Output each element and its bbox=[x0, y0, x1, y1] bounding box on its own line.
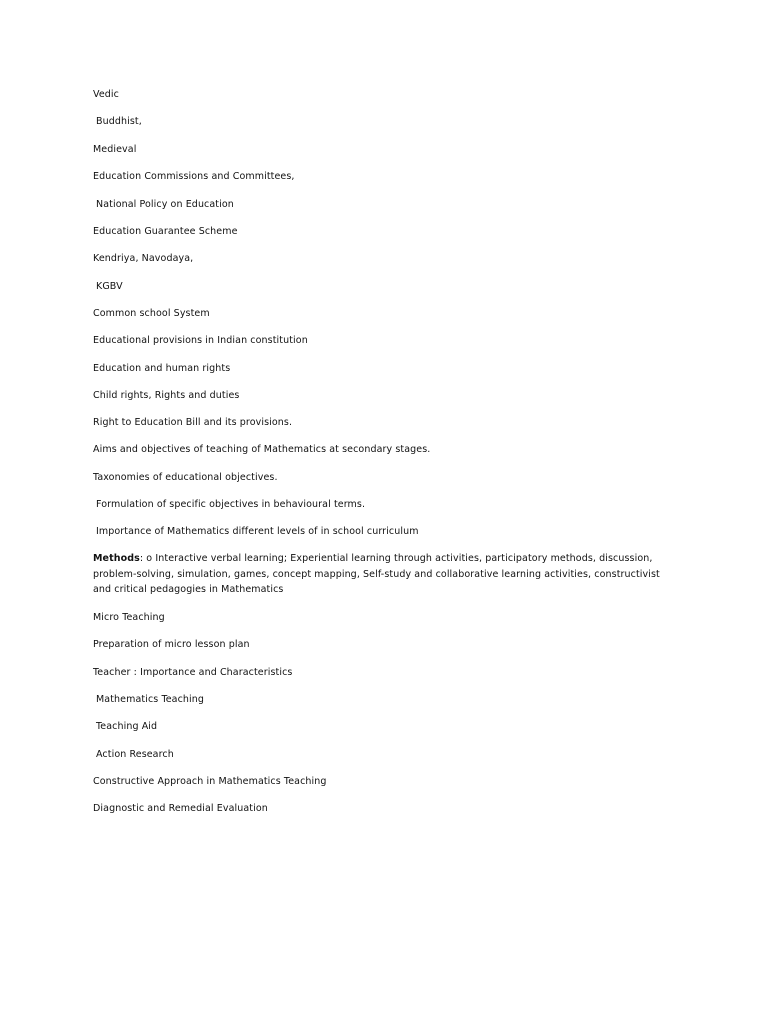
list-item: Teaching Aid bbox=[96, 721, 158, 732]
list-item: National Policy on Education bbox=[96, 199, 234, 210]
list-item: Aims and objectives of teaching of Mathematics at secondary stages. bbox=[93, 444, 431, 455]
list-item: Micro Teaching bbox=[93, 612, 165, 623]
list-item: Preparation of micro lesson plan bbox=[93, 639, 250, 650]
list-item: Education Commissions and Committees, bbox=[93, 171, 295, 182]
list-item: KGBV bbox=[96, 281, 123, 292]
list-item: Common school System bbox=[93, 308, 210, 319]
list-item: Education and human rights bbox=[93, 363, 231, 374]
methods-text: : o Interactive verbal learning; Experiential learning through activities, participatory methods, discussion, problem-solving, simulation, games, concept mapping, Self-study and collaborative learning activities, constructivist and critical pedagogies in Mathematics bbox=[93, 553, 660, 595]
list-item: Constructive Approach in Mathematics Teaching bbox=[93, 776, 327, 787]
list-item: Importance of Mathematics different levels of in school curriculum bbox=[96, 526, 419, 537]
list-item: Educational provisions in Indian constitution bbox=[93, 335, 308, 346]
list-item: Formulation of specific objectives in behavioural terms. bbox=[96, 499, 366, 510]
list-item: Taxonomies of educational objectives. bbox=[93, 472, 278, 483]
list-item: Kendriya, Navodaya, bbox=[93, 253, 194, 264]
list-item: Child rights, Rights and duties bbox=[93, 390, 240, 401]
list-item: Right to Education Bill and its provisions. bbox=[93, 417, 293, 428]
list-item: Action Research bbox=[96, 749, 174, 760]
list-item: Teacher : Importance and Characteristics bbox=[93, 667, 293, 678]
list-item: Diagnostic and Remedial Evaluation bbox=[93, 803, 268, 814]
list-item: Education Guarantee Scheme bbox=[93, 226, 238, 237]
list-item: Vedic bbox=[93, 89, 119, 100]
list-item: Medieval bbox=[93, 144, 137, 155]
list-item: Buddhist, bbox=[96, 116, 142, 127]
list-item: Mathematics Teaching bbox=[96, 694, 205, 705]
methods-paragraph bbox=[93, 551, 673, 598]
methods-label: Methods bbox=[93, 553, 140, 564]
